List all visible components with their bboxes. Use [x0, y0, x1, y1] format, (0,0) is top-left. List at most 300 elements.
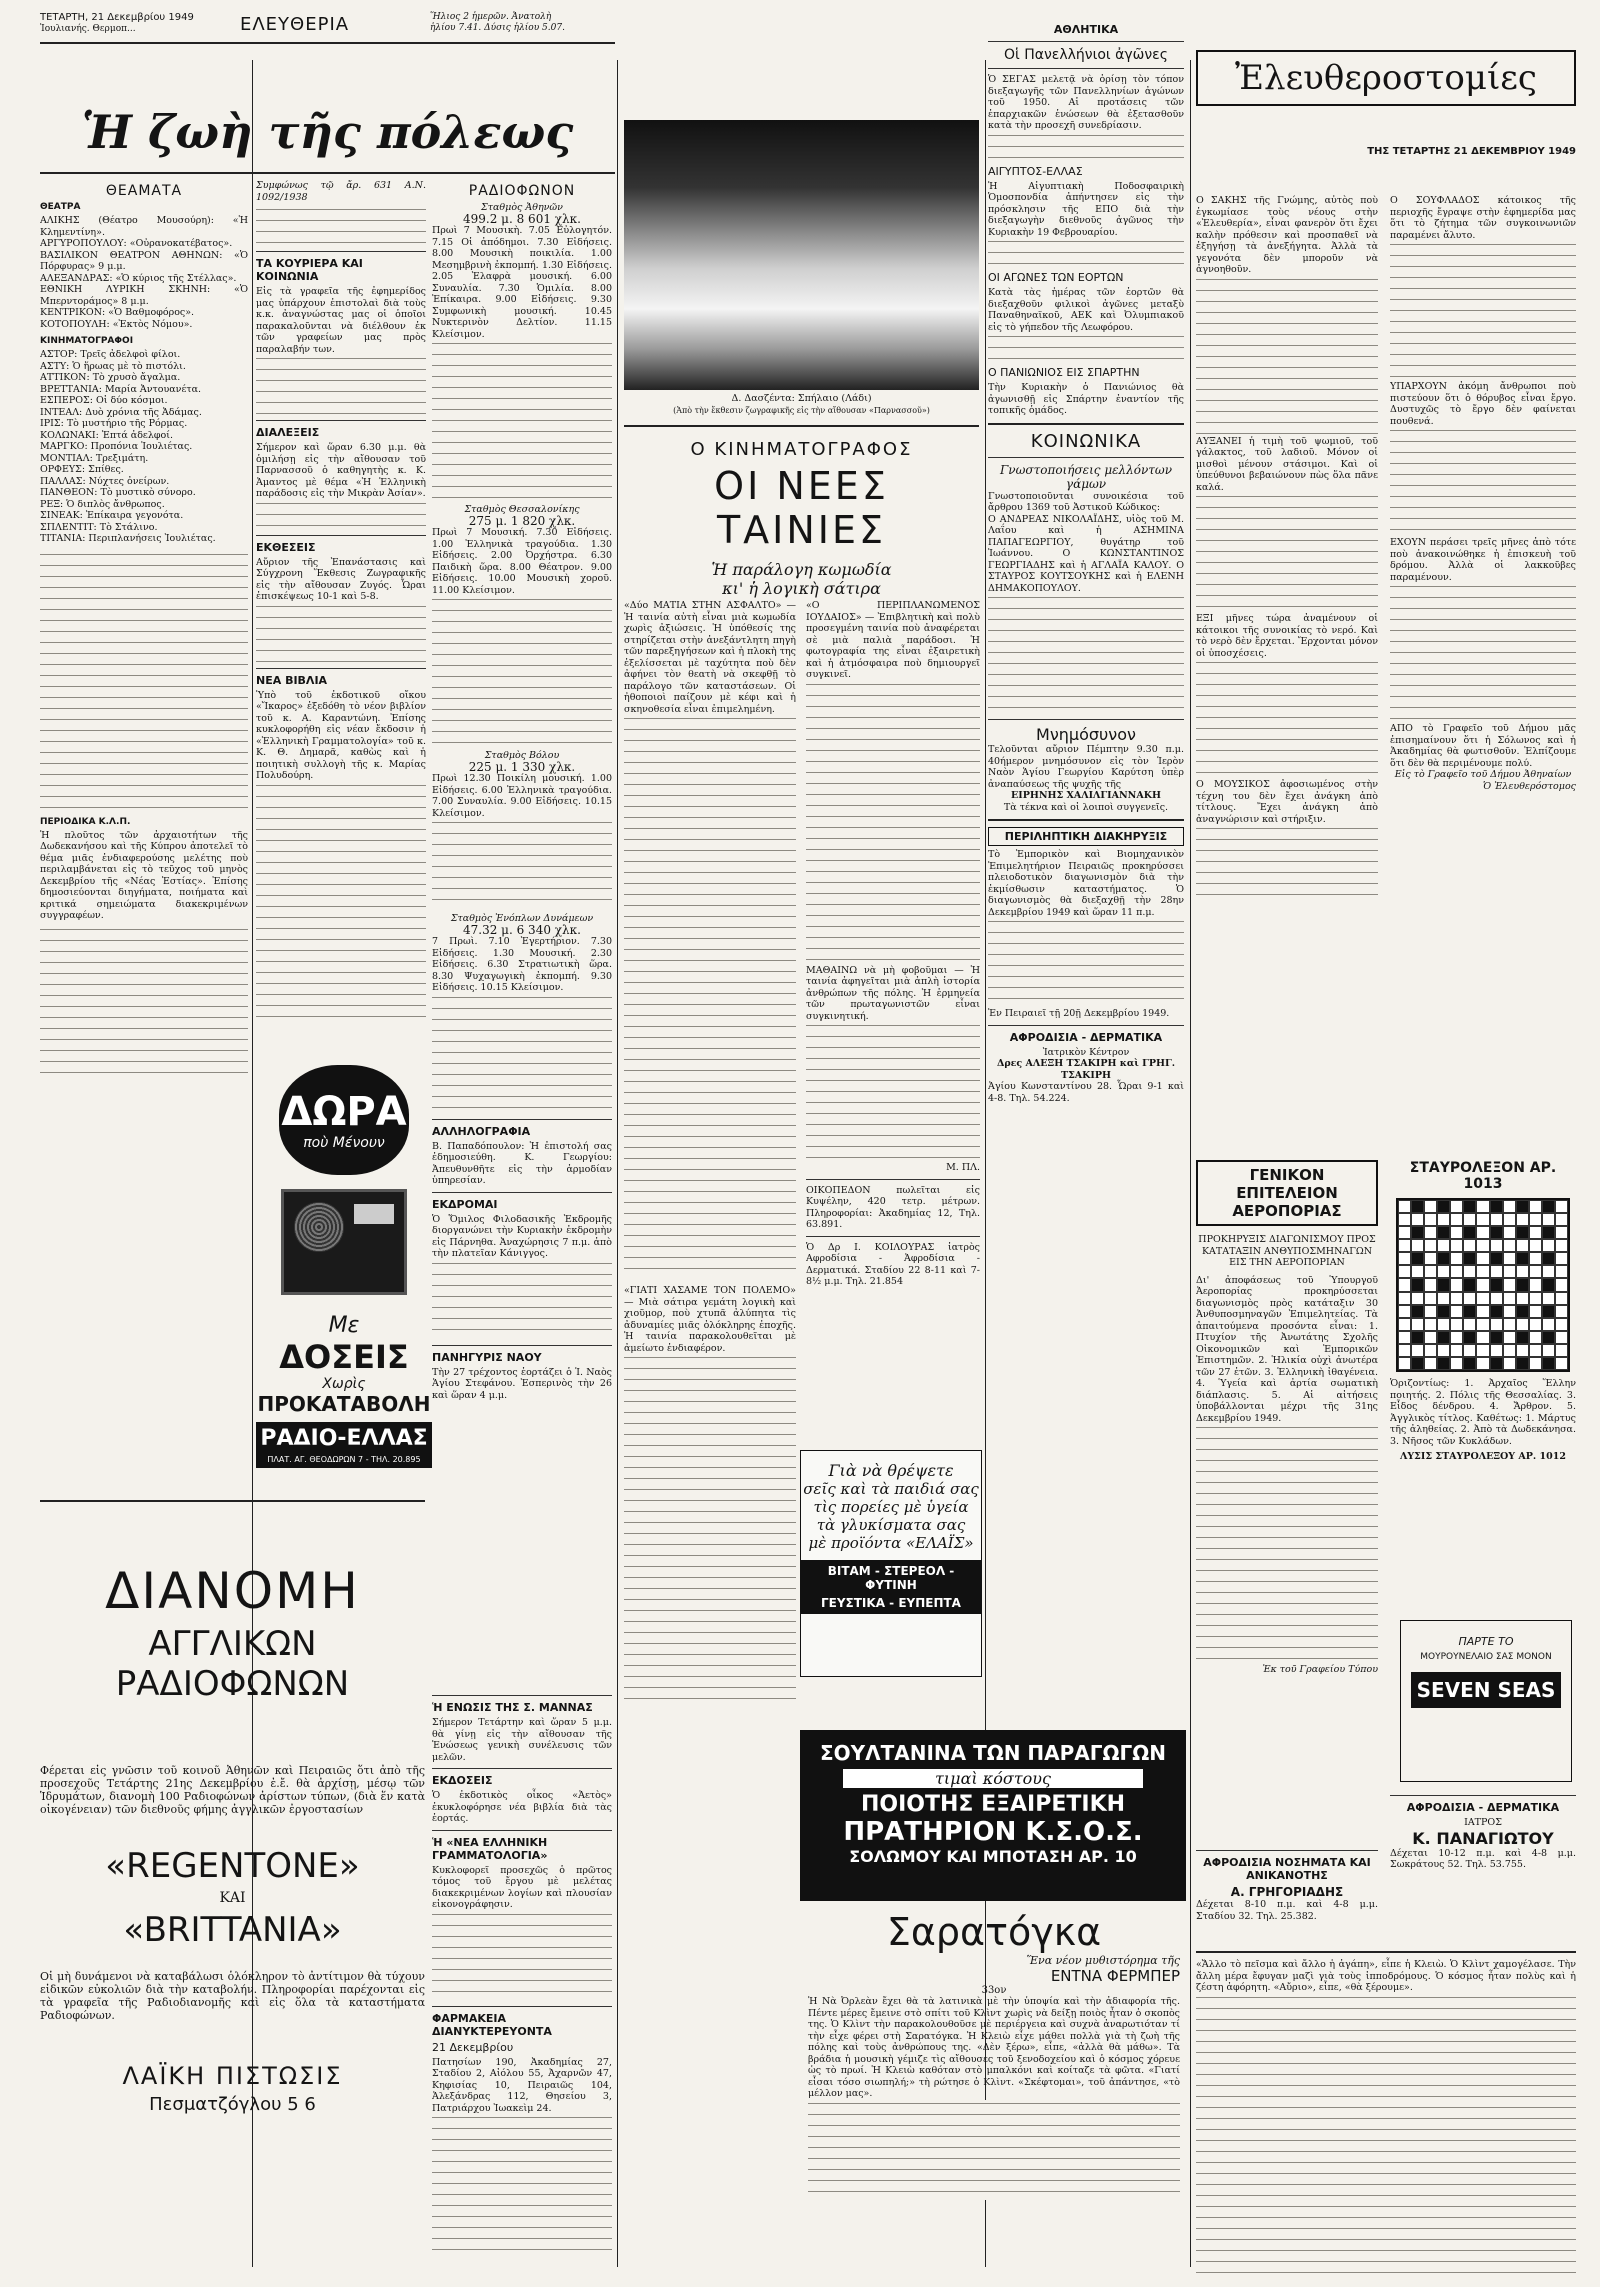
crossword-cell	[1529, 1265, 1542, 1278]
crossword-cell	[1555, 1213, 1568, 1226]
exhibitions-header: ΕΚΘΕΣΕΙΣ	[256, 540, 316, 554]
novel-text: «Ἄλλο τὸ πεῖσμα καὶ ἄλλο ἡ ἀγάπη», εἶπε ἡ Κλειὼ. Ὁ Κλὶντ χαμογέλασε. Τὴν ἄλλη μέρα ἔφυγαν μαζὶ γιὰ τοὺς ἱπποδρόμους. Ὁ κόσμος ἦταν πολὺς καὶ ἡ ζέστη ἀφόρητη. «Αὔριο», εἶπε, «θὰ ξέρουμε».	[1196, 1959, 1576, 1993]
dora-title: ΔΩΡΑ	[281, 1089, 407, 1135]
books-text: Ὑπὸ τοῦ ἐκδοτικοῦ οἴκου «Ἴκαρος» ἐξεδόθη τὸ νέον βιβλίον τοῦ κ. Α. Καραντώνη. Ἐπίσης κυκλοφορήθη εἰς νέαν ἔκδοσιν ἡ «Ἑλληνικὴ Γραμματολογία» τοῦ κ. Κ. Θ. Δημαρᾶ, καθὼς καὶ ἡ ποιητικὴ συλλογὴ τῆς κ. Μαρίας Πολυδούρη.	[256, 689, 426, 781]
mail-text: Β. Παπαδόπουλον: Ἡ ἐπιστολή σας ἐδημοσιεύθη. Κ. Γεωργίου: Ἀπευθυνθῆτε εἰς τὴν ἁρμοδίαν ὑπηρεσίαν.	[432, 1140, 612, 1186]
crossword-cell	[1555, 1318, 1568, 1331]
crossword-cell	[1516, 1213, 1529, 1226]
crossword-cell	[1398, 1344, 1411, 1357]
mail-header: ΤΑ ΚΟΥΡΙΕΡΑ ΚΑΙ ΚΟΙΝΩΝΙΑ	[256, 257, 363, 283]
station-freq: 499.2 μ. 8 601 χλκ.	[463, 211, 581, 226]
review-text: ΜΑΘΑΙΝΩ νὰ μὴ φοβοῦμαι — Ἡ ταινία ἀφηγεῖται μιὰ ἁπλὴ ἱστορία ἀνθρώπων τῆς πόλης. Ἡ ἑρμηνεία τῶν πρωταγωνιστῶν εἶναι συγκινητική.	[806, 964, 980, 1022]
theatre-item: ΑΡΓΥΡΟΠΟΥΛΟΥ: «Οὐρανοκατέβατος».	[40, 238, 233, 249]
dora-without: Χωρὶς	[322, 1376, 366, 1392]
lectures-header: ΔΙΑΛΕΞΕΙΣ	[256, 426, 320, 439]
crossword-cell	[1490, 1305, 1503, 1318]
dora-ad	[256, 1045, 432, 1485]
crossword-cell	[1516, 1200, 1529, 1213]
crossword-cell	[1542, 1318, 1555, 1331]
eleftherostomies-header	[1196, 50, 1576, 180]
crossword-cell	[1463, 1200, 1476, 1213]
mothers-header: Ἡ ΕΝΩΣΙΣ ΤΗΣ Σ. ΜΑΝΝΑΣ	[432, 1701, 593, 1714]
column-sports-social	[988, 20, 1184, 1720]
bottom-doctor-name: Α. ΓΡΗΓΟΡΙΑΔΗΣ	[1230, 1885, 1344, 1899]
aviation-title-2: ΑΕΡΟΠΟΡΙΑΣ	[1232, 1202, 1342, 1220]
crossword-cell	[1490, 1265, 1503, 1278]
cinema-title: ΟΙ ΝΕΕΣ ΤΑΙΝΙΕΣ	[714, 464, 889, 552]
column-paragraph: Ο ΣΟΥΦΛΑΔΟΣ κάτοικος τῆς περιοχῆς ἔγραψε στὴν ἐφημερίδα μας ὅτι τὸ ζήτημα τῶν συγκοινωνιῶν παραμένει ἄλυτο.	[1390, 195, 1576, 241]
crossword-cell	[1463, 1278, 1476, 1291]
crossword-cell	[1516, 1226, 1529, 1239]
station-freq: 225 μ. 1 330 χλκ.	[468, 759, 576, 774]
auction-header: ΠΕΡΙΛΗΠΤΙΚΗ ΔΙΑΚΗΡΥΞΙΣ	[988, 827, 1184, 846]
aviation-body: Δι' ἀποφάσεως τοῦ Ὑπουργοῦ Ἀεροπορίας προκηρύσσεται διαγωνισμὸς πρὸς κατάταξιν 30 Ἀνθυποσμηναγῶν Ἐπιμελητείας. Τὰ ἀπαιτούμενα προσόντα εἶναι: 1. Πτυχίον τῆς Ἀνωτάτης Σχολῆς Οἰκονομικῶν καὶ Ἐμπορικῶν Ἐπιστημῶν. 2. Ἡλικία οὐχὶ ἀνωτέρα τῶν 27 ἐτῶν. 3. Ἑλληνικὴ ἰθαγένεια. 4. Ὑγεία καὶ ἀρτία σωματικὴ διάπλασις. 5. Αἱ αἰτήσεις ὑποβάλλονται μέχρι τῆς 31ης Δεκεμβρίου 1949.	[1196, 1274, 1378, 1424]
crossword-cell	[1476, 1292, 1489, 1305]
column-paragraph: ΕΞΙ μῆνες τώρα ἀναμένουν οἱ κάτοικοι τῆς συνοικίας τὸ νερό. Καὶ τὸ νερὸ δὲν ἔρχεται. Ἔρχονται μόνον οἱ ὑποσχέσεις.	[1196, 613, 1378, 659]
review-signature: Μ. ΠΛ.	[946, 1162, 980, 1173]
station-name: Σταθμὸς Ἀθηνῶν	[481, 202, 563, 213]
crossword-cell	[1490, 1357, 1503, 1370]
novel-subtitle-1: Ἕνα νέον μυθιστόρημα τῆς	[1026, 1954, 1180, 1967]
crossword-solution: ΛΥΣΙΣ ΣΤΑΥΡΟΛΕΞΟΥ ΑΡ. 1012	[1400, 1451, 1566, 1462]
doctor2-text: Δέχεται 10-12 π.μ. καὶ 4-8 μ.μ. Σωκράτους 52. Τηλ. 53.755.	[1390, 1847, 1576, 1870]
crossword-cell	[1529, 1200, 1542, 1213]
column-paragraph: ΑΥΞΑΝΕΙ ἡ τιμὴ τοῦ ψωμιοῦ, τοῦ γάλακτος, τοῦ λαδιοῦ. Μόνον οἱ μισθοὶ μένουν στάσιμοι. Καὶ οἱ ὑπεύθυνοι βεβαιώνουν πὼς ὅλα πᾶνε καλά.	[1196, 435, 1378, 493]
crossword-cell	[1424, 1239, 1437, 1252]
crossword-cell	[1490, 1318, 1503, 1331]
elais-line: τὰ γλυκίσματα σας	[816, 1516, 966, 1534]
mothers-text: Σήμερον Τετάρτην καὶ ὥραν 5 μ.μ. θὰ γίνῃ εἰς τὴν αἴθουσαν τῆς Ἑνώσεως γενικὴ συνέλευσις τῶν μελῶν.	[432, 1717, 612, 1763]
crossword-cell	[1503, 1318, 1516, 1331]
crossword-cell	[1398, 1331, 1411, 1344]
mail-header: ΑΛΛΗΛΟΓΡΑΦΙΑ	[432, 1124, 531, 1138]
column-rule	[617, 60, 618, 2267]
crossword	[1390, 1160, 1576, 1610]
crossword-cell	[1437, 1226, 1450, 1239]
crossword-cell	[1424, 1305, 1437, 1318]
crossword-cell	[1476, 1239, 1489, 1252]
elais-brands: ΒΙΤΑΜ - ΣΤΕΡΕΟΛ - ΦΥΤΙΝΗ	[801, 1560, 981, 1596]
elais-line: μὲ προϊόντα «ΕΛΑΪΣ»	[808, 1534, 974, 1552]
cinema-item: ΜΑΡΓΚΟ: Προπόνια Ἰουλιέτας.	[40, 441, 193, 452]
station-program: 7 Πρωὶ. 7.10 Ἐγερτήριον. 7.30 Εἰδήσεις. 1.30 Μουσική. 2.30 Εἰδήσεις. 6.30 Στρατιωτικὴ ὥρα. 8.30 Ψυχαγωγικὴ ἐκπομπή. 9.30 Εἰδήσεις. 10.15 Κλείσιμον.	[432, 936, 612, 993]
crossword-cell	[1463, 1239, 1476, 1252]
crossword-cell	[1411, 1318, 1424, 1331]
crossword-cell	[1476, 1305, 1489, 1318]
crossword-cell	[1542, 1265, 1555, 1278]
sultanina-ad	[800, 1730, 1186, 1901]
crossword-cell	[1490, 1226, 1503, 1239]
crossword-title: ΣΤΑΥΡΟΛΕΞΟΝ ΑΡ. 1013	[1409, 1160, 1557, 1192]
section-title: Ἡ ζωὴ τῆς πόλεως	[81, 105, 574, 159]
crossword-cell	[1411, 1200, 1424, 1213]
crossword-cell	[1463, 1292, 1476, 1305]
cinema-item: ΠΑΛΛΑΣ: Νύχτες ὀνείρων.	[40, 475, 170, 487]
crossword-cell	[1476, 1331, 1489, 1344]
crossword-cell	[1542, 1252, 1555, 1265]
cinema-item: ΒΡΕΤΤΑΝΙΑ: Μαρία Ἀντουανέτα.	[40, 383, 202, 395]
crossword-cell	[1516, 1252, 1529, 1265]
column-paragraph: ΑΠΟ τὸ Γραφεῖο τοῦ Δήμου μᾶς ἐπισημαίνουν ὅτι ἡ Σόλωνος καὶ ἡ Ἀκαδημίας θὰ φωτισθοῦν. Ἐλπίζουμε ὅτι δὲν θὰ περιμένουμε πολύ.	[1390, 723, 1576, 769]
mail-text: Εἰς τὰ γραφεῖα τῆς ἐφημερίδος μας ὑπάρχουν ἐπιστολαὶ διὰ τοὺς κ.κ. ἀναγνώστας μας οἱ ὁποῖοι παρακαλοῦνται νὰ διέλθουν ἐκ τῶν γραφείων μας πρὸς παραλαβήν των.	[256, 286, 426, 355]
crossword-cell	[1450, 1278, 1463, 1291]
crossword-cell	[1437, 1239, 1450, 1252]
photo-caption-sub: (Ἀπὸ τὴν ἔκθεσιν ζωγραφικῆς εἰς τὴν αἴθουσαν «Παρνασσοῦ»)	[673, 405, 930, 415]
memorial-close: Τὰ τέκνα καὶ οἱ λοιποὶ συγγενεῖς.	[1003, 801, 1169, 813]
excursions-header: ΕΚΔΡΟΜΑΙ	[432, 1197, 498, 1211]
radio-ellas: ΡΑΔΙΟ-ΕΛΛΑΣ	[256, 1422, 432, 1455]
auction-sign: Ἐν Πειραιεῖ τῇ 20ῇ Δεκεμβρίου 1949.	[988, 1008, 1170, 1019]
elais-tagline: ΓΕΥΣΤΙΚΑ - ΕΥΠΕΠΤΑ	[801, 1596, 981, 1614]
crossword-cell	[1555, 1305, 1568, 1318]
crossword-cell	[1437, 1200, 1450, 1213]
crossword-cell	[1450, 1226, 1463, 1239]
crossword-cell	[1437, 1357, 1450, 1370]
crossword-cell	[1529, 1239, 1542, 1252]
crossword-cell	[1437, 1292, 1450, 1305]
eleftherostomies-col-2	[1390, 195, 1576, 1155]
theatre-header: ΘΕΑΜΑΤΑ	[105, 183, 183, 199]
crossword-cell	[1555, 1252, 1568, 1265]
sultanina-quality: ΠΟΙΟΤΗΣ ΕΞΑΙΡΕΤΙΚΗ	[860, 1792, 1126, 1817]
cinema-item: ΚΟΛΩΝΑΚΙ: Ἑπτά ἀδελφοί.	[40, 429, 173, 441]
crossword-cell	[1398, 1252, 1411, 1265]
date-line: ΤΕΤΑΡΤΗ, 21 Δεκεμβρίου 1949	[40, 12, 194, 23]
excursions-text: Ὁ Ὅμιλος Φιλοδασικῆς Ἐκδρομῆς διοργανώνει τὴν Κυριακὴν ἐκδρομὴν εἰς Πάρνηθα. Ἀναχώρησις 7 π.μ. ἀπὸ τὴν πλατεῖαν Κάνιγγος.	[432, 1213, 612, 1259]
crossword-cell	[1424, 1292, 1437, 1305]
crossword-cell	[1437, 1305, 1450, 1318]
crossword-cell	[1398, 1239, 1411, 1252]
crossword-cell	[1450, 1239, 1463, 1252]
crossword-cell	[1424, 1344, 1437, 1357]
memorial-header: Μνημόσυνον	[1036, 725, 1136, 744]
doctor-ad: Ὁ Δρ Ι. ΚΟΙΛΟΥΡΑΣ ἰατρὸς Αφροδίσια - Ἀφροδίσια - Δερματικά. Σταδίου 22 8-11 καὶ 7-8½ μ.μ. Τηλ. 21.854	[806, 1241, 980, 1287]
crossword-cell	[1411, 1357, 1424, 1370]
crossword-cell	[1476, 1278, 1489, 1291]
crossword-cell	[1424, 1200, 1437, 1213]
crossword-cell	[1411, 1265, 1424, 1278]
cinema-item: ΑΣΤΥ: Ὁ ἥρωας μὲ τὸ πιστόλι.	[40, 360, 186, 372]
crossword-cell	[1424, 1265, 1437, 1278]
cinema-item: ΙΡΙΣ: Τὸ μυστήριο τῆς Ρόρμας.	[40, 418, 188, 429]
crossword-cell	[1424, 1357, 1437, 1370]
crossword-cell	[1424, 1331, 1437, 1344]
theatre-sub: ΘΕΑΤΡΑ	[40, 202, 81, 212]
brands-text: Οἱ μὴ δυνάμενοι νὰ καταβάλωσι ὁλόκληρον τὸ ἀντίτιμον θὰ τύχουν εἰδικῶν εὐκολιῶν διὰ τὴν καταβολήν. Πληροφορίαι παρέχονται εἰς τὰ γραφεῖα τῆς Ραδιοδιανομῆς καὶ εἰς ὅλα τὰ καταστήματα Ραδιοφώνων.	[40, 1970, 425, 2022]
crossword-clues: Ὁριζοντίως: 1. Ἀρχαῖος Ἕλλην ποιητής. 2. Πόλις τῆς Θεσσαλίας. 3. Εἶδος δένδρου. 4. Ἄρθρον. 5. Ἀγγλικὸς τίτλος. Καθέτως: 1. Μάρτυς τῆς ἀληθείας. 2. Ἀπὸ τὰ Δωδεκάνησα. 3. Νῆσος τῶν Κυκλάδων.	[1390, 1378, 1576, 1447]
crossword-cell	[1476, 1226, 1489, 1239]
novel-episode: 33ον	[981, 1985, 1007, 1996]
crossword-cell	[1450, 1331, 1463, 1344]
feasts-text: Τὴν 27 τρέχοντος ἑορτάζει ὁ Ἱ. Ναὸς Ἁγίου Στεφάνου. Ἐσπερινὸς τὴν 26 καὶ ὥραν 4 μ.μ.	[432, 1366, 612, 1401]
novel-continuation	[1196, 1945, 1576, 2275]
crossword-cell	[1411, 1305, 1424, 1318]
crossword-cell	[1542, 1239, 1555, 1252]
doctor-names: Δρες ΑΛΕΞΗ ΤΣΑΚΙΡΗ καὶ ΓΡΗΓ. ΤΣΑΚΙΡΗ	[996, 1058, 1176, 1081]
crossword-cell	[1542, 1213, 1555, 1226]
sultanina-address: ΣΟΛΩΜΟΥ ΚΑΙ ΜΠΟΤΑΣΗ ΑΡ. 10	[849, 1847, 1137, 1866]
cinema-subtitle-2: κι' ἡ λογικὴ σάτιρα	[722, 579, 881, 598]
dora-installments: ΔΟΣΕΙΣ	[279, 1338, 409, 1376]
crossword-cell	[1529, 1226, 1542, 1239]
sun-line-1: Ἥλιος 2 ἡμερῶν. Ἀνατολὴ	[430, 12, 552, 22]
memorial-text: Τελοῦνται αὔριον Πέμπτην 9.30 π.μ. 40ήμερον μνημόσυνον εἰς τὸν Ἱερὸν Ναὸν Ἁγίου Γεωργίου Καρύτση ὑπὲρ ἀναπαύσεως τῆς ψυχῆς τῆς	[988, 744, 1184, 790]
seven-seas-line: ΠΑΡΤΕ ΤΟ	[1458, 1635, 1514, 1648]
brand-and: ΚΑΙ	[219, 1890, 246, 1906]
editions-header: ΕΚΔΟΣΕΙΣ	[432, 1774, 493, 1787]
crossword-cell	[1542, 1200, 1555, 1213]
crossword-cell	[1398, 1226, 1411, 1239]
cinema-item: ΙΝΤΕΑΛ: Δυὸ χρόνια τῆς Ἀδάμας.	[40, 406, 202, 418]
crossword-cell	[1516, 1265, 1529, 1278]
theatre-item: ΒΑΣΙΛΙΚΟΝ ΘΕΑΤΡΟΝ ΑΘΗΝΩΝ: «Ὁ Πόρφυρας» 9 μ.μ.	[40, 249, 248, 272]
crossword-cell	[1503, 1278, 1516, 1291]
sports-title: Οἱ Πανελλήνιοι ἀγῶνες	[1004, 47, 1168, 63]
crossword-cell	[1555, 1292, 1568, 1305]
crossword-cell	[1503, 1252, 1516, 1265]
novel-title: Σαρατόγκα	[886, 1910, 1102, 1954]
bank-name: ΛΑΪΚΗ ΠΙΣΤΩΣΙΣ	[122, 2062, 343, 2090]
periodika-text: Ἡ πλοῦτος τῶν ἀρχαιοτήτων τῆς Δωδεκανήσου καὶ τῆς Κύπρου ἀποτελεῖ τὸ θέμα μιᾶς ἐνδιαφερούσης μελέτης ποὺ περιλαμβάνεται εἰς τὸ τεῦχος τοῦ μηνὸς Δεκεμβρίου τῆς «Νέας Ἑστίας». Ἐπίσης δημοσιεύονται διηγήματα, ποιήματα καὶ κριτικά σημειώματα διακεκριμένων συγγραφέων.	[40, 829, 248, 921]
crossword-cell	[1490, 1292, 1503, 1305]
masthead	[40, 12, 615, 52]
eleftherostomies-date: ΤΗΣ ΤΕΤΑΡΤΗΣ 21 ΔΕΚΕΜΒΡΙΟΥ 1949	[1367, 146, 1576, 157]
station-name: Σταθμὸς Βόλου	[484, 750, 560, 761]
sports-header: ΑΘΛΗΤΙΚΑ	[1053, 23, 1119, 36]
theatre-item: ΑΛΕΞΑΝΔΡΑΣ: «Ὁ κύριος τῆς Στέλλας».	[40, 272, 237, 284]
signature-2: Ὁ Ἐλευθερόστομος	[1483, 780, 1576, 792]
crossword-cell	[1490, 1331, 1503, 1344]
crossword-cell	[1555, 1200, 1568, 1213]
signature-1: Εἰς τὸ Γραφεῖο τοῦ Δήμου Ἀθηναίων	[1394, 769, 1572, 780]
crossword-cell	[1516, 1239, 1529, 1252]
column-paragraph: ΥΠΑΡΧΟΥΝ ἀκόμη ἄνθρωποι ποὺ πιστεύουν ὅτι ὁ θόρυβος εἶναι ἔργο. Δυστυχῶς τὸ ἔργο δὲν φαίνεται πουθενά.	[1390, 381, 1576, 427]
elais-line: Γιὰ νὰ θρέψετε	[828, 1461, 954, 1480]
crossword-cell	[1437, 1331, 1450, 1344]
crossword-cell	[1503, 1344, 1516, 1357]
crossword-cell	[1476, 1344, 1489, 1357]
review-col-1	[624, 600, 796, 1280]
crossword-cell	[1476, 1252, 1489, 1265]
crossword-cell	[1411, 1292, 1424, 1305]
crossword-cell	[1463, 1213, 1476, 1226]
cinema-item: ΠΑΝΘΕΟΝ: Τὸ μυστικὸ σύνορο.	[40, 487, 196, 498]
crossword-cell	[1424, 1252, 1437, 1265]
doctor2-name: Κ. ΠΑΝΑΓΙΩΤΟΥ	[1412, 1828, 1554, 1848]
crossword-cell	[1529, 1213, 1542, 1226]
crossword-cell	[1516, 1357, 1529, 1370]
cinema-review-header	[624, 425, 979, 600]
crossword-cell	[1555, 1239, 1568, 1252]
crossword-cell	[1411, 1278, 1424, 1291]
crossword-cell	[1542, 1305, 1555, 1318]
crossword-cell	[1516, 1278, 1529, 1291]
crossword-cell	[1542, 1344, 1555, 1357]
novel-section	[808, 1910, 1180, 2280]
crossword-cell	[1424, 1318, 1437, 1331]
text-filler	[40, 551, 248, 811]
crossword-cell	[1398, 1357, 1411, 1370]
editions-text: Ὁ ἐκδοτικὸς οἶκος «Ἀετὸς» ἐκυκλοφόρησε νέα βιβλία διὰ τὰς ἑορτάς.	[432, 1790, 612, 1824]
dora-with: Με	[328, 1313, 360, 1338]
crossword-cell	[1463, 1252, 1476, 1265]
crossword-cell	[1450, 1265, 1463, 1278]
elais-line: σεῖς καὶ τὰ παιδιά σας	[803, 1480, 979, 1498]
memorial-name: ΕΙΡΗΝΗΣ ΧΑΛΙΛΓΙΑΝΝΑΚΗ	[1011, 790, 1161, 801]
crossword-cell	[1529, 1278, 1542, 1291]
column-paragraph: Ο ΣΑΚΗΣ τῆς Γνώμης, αὐτὸς ποὺ ἐγκωμίασε τοὺς νέους στὴν «Ἐλευθερία», εἶναι φανερὸν ὅτι ἔχει καλὴν πρόθεσιν καὶ προσπαθεῖ νὰ ἐξηγήσῃ τὰ ἀνεξήγητα. Ἀλλὰ τὰ γεγονότα δὲν μποροῦν νὰ ἀγνοηθοῦν.	[1196, 195, 1378, 275]
crossword-cell	[1398, 1305, 1411, 1318]
radio-header: ΡΑΔΙΟΦΩΝΟΝ	[468, 183, 576, 199]
aviation-sign: Ἐκ τοῦ Γραφείου Τύπου	[1262, 1664, 1378, 1675]
crossword-cell	[1424, 1226, 1437, 1239]
aviation-notice	[1196, 1160, 1378, 1840]
crossword-cell	[1503, 1305, 1516, 1318]
cinema-item: ΕΣΠΕΡΟΣ: Οἱ δύο κόσμοι.	[40, 395, 168, 406]
crossword-cell	[1476, 1357, 1489, 1370]
crossword-cell	[1476, 1213, 1489, 1226]
crossword-cell	[1490, 1213, 1503, 1226]
sports-sub: ΑΙΓΥΠΤΟΣ-ΕΛΛΑΣ	[988, 164, 1083, 178]
crossword-cell	[1503, 1265, 1516, 1278]
crossword-cell	[1529, 1292, 1542, 1305]
cinema-item: ΤΙΤΑΝΙΑ: Περιπλανήσεις Ἰουλιέτας.	[40, 533, 216, 544]
pharmacies-date: 21 Δεκεμβρίου	[432, 2040, 514, 2054]
column-notices	[256, 180, 426, 1040]
crossword-cell	[1503, 1292, 1516, 1305]
crossword-cell	[1542, 1226, 1555, 1239]
theatre-item: ΚΕΝΤΡΙΚΟΝ: «Ὁ Βαθμοφόρος».	[40, 307, 195, 318]
review-col-2	[806, 600, 980, 1500]
sports-sub: ΟΙ ΑΓΩΝΕΣ ΤΩΝ ΕΟΡΤΩΝ	[988, 271, 1124, 284]
crossword-cell	[1437, 1252, 1450, 1265]
crossword-cell	[1411, 1252, 1424, 1265]
cinema-kicker: Ο ΚΙΝΗΜΑΤΟΓΡΑΦΟΣ	[690, 439, 913, 460]
feasts-header: ΠΑΝΗΓΥΡΙΣ ΝΑΟΥ	[432, 1350, 542, 1364]
sports-text: Ἡ Αἰγυπτιακὴ Ποδοσφαιρικὴ Ὁμοσπονδία ἀπήντησεν εἰς τὴν πρόσκλησιν τῆς ΕΠΟ διὰ τὴν διεξαγωγὴν διεθνοῦς ἀγῶνος τὴν Κυριακὴν 19 Φεβρουαρίου.	[988, 180, 1184, 238]
engagements-header: Γνωστοποιήσεις μελλόντων γάμων	[999, 462, 1173, 491]
cinema-item: ΣΠΛΕΝΤΙΤ: Τὸ Στάλινο.	[40, 521, 158, 533]
crossword-cell	[1398, 1200, 1411, 1213]
crossword-cell	[1463, 1265, 1476, 1278]
seven-seas-line: ΜΟΥΡΟΥΝΕΛΑΙΟ ΣΑΣ ΜΟΝΟΝ	[1420, 1652, 1552, 1662]
elais-line: τὶς πορείες μὲ ὑγεία	[813, 1498, 969, 1516]
crossword-cell	[1555, 1331, 1568, 1344]
crossword-cell	[1542, 1331, 1555, 1344]
auction-text: Τὸ Ἐμπορικὸν καὶ Βιομηχανικὸν Ἐπιμελητήριον Πειραιῶς προκηρύσσει πλειοδοτικὸν διαγωνισμὸν διὰ τὴν ἐκμίσθωσιν καταστήματος. Ὁ διαγωνισμὸς θὰ διεξαχθῇ τὴν 28ην Δεκεμβρίου 1949 καὶ ὥραν 11 π.μ.	[988, 849, 1184, 918]
crossword-cell	[1503, 1200, 1516, 1213]
novel-author: ΕΝΤΝΑ ΦΕΡΜΠΕΡ	[1050, 1967, 1180, 1985]
crossword-cell	[1398, 1213, 1411, 1226]
crossword-cell	[1503, 1239, 1516, 1252]
crossword-cell	[1503, 1357, 1516, 1370]
crossword-cell	[1424, 1278, 1437, 1291]
crossword-cell	[1503, 1331, 1516, 1344]
crossword-cell	[1516, 1292, 1529, 1305]
crossword-cell	[1490, 1252, 1503, 1265]
doctor2-header: ΑΦΡΟΔΙΣΙΑ - ΔΕΡΜΑΤΙΚΑ	[1406, 1801, 1560, 1814]
dora-downpayment: ΠΡΟΚΑΤΑΒΟΛΗ	[257, 1392, 431, 1416]
crossword-cell	[1542, 1278, 1555, 1291]
crossword-cell	[1476, 1318, 1489, 1331]
distribution-title: ΔΙΑΝΟΜΗ	[105, 1562, 360, 1620]
crossword-cell	[1490, 1200, 1503, 1213]
crossword-cell	[1555, 1278, 1568, 1291]
crossword-cell	[1503, 1226, 1516, 1239]
crossword-cell	[1516, 1331, 1529, 1344]
books-header: ΝΕΑ ΒΙΒΛΙΑ	[256, 673, 328, 687]
eleftherostomies-col-1	[1196, 195, 1378, 1155]
review-text: «Ο ΠΕΡΙΠΛΑΝΩΜΕΝΟΣ ΙΟΥΔΑΙΟΣ» — Ἐπιβλητικὴ καὶ πολὺ προσεγμένη ταινία ποὺ ἀναφέρεται σὲ μιὰ παλιὰ παράδοσι. Ἡ φωτογραφία της εἶναι ἐξαιρετικὴ καὶ ἡ ἀτμόσφαιρα ποὺ δημιουργεῖ συγκινεῖ.	[806, 600, 980, 680]
periodika-header: ΠΕΡΙΟΔΙΚΑ Κ.Λ.Π.	[40, 816, 131, 827]
engagements-intro: Γνωστοποιοῦνται συνοικέσια τοῦ ἄρθρου 1369 τοῦ Ἀστικοῦ Κώδικος:	[988, 490, 1184, 513]
aviation-title-1: ΓΕΝΙΚΟΝ ΕΠΙΤΕΛΕΙΟΝ	[1236, 1166, 1338, 1202]
doctor-sub: Ἰατρικὸν Κέντρον	[1042, 1046, 1130, 1058]
crossword-cell	[1463, 1318, 1476, 1331]
sultanina-shop: ΠΡΑΤΗΡΙΟΝ Κ.Σ.Ο.Σ.	[843, 1817, 1143, 1847]
crossword-cell	[1516, 1318, 1529, 1331]
column-rule	[1190, 60, 1191, 2267]
crossword-cell	[1490, 1239, 1503, 1252]
crossword-cell	[1411, 1213, 1424, 1226]
crossword-cell	[1490, 1278, 1503, 1291]
crossword-cell	[1398, 1292, 1411, 1305]
pharmacies-header: ΦΑΡΜΑΚΕΙΑ ΔΙΑΝΥΚΤΕΡΕΥΟΝΤΑ	[432, 2011, 552, 2038]
sports-text: Ὁ ΣΕΓΑΣ μελετᾷ νὰ ὁρίσῃ τὸν τόπον διεξαγωγῆς τῶν Πανελληνίων ἀγώνων τοῦ 1950. Αἱ προτάσεις τῶν ἐπαρχιακῶν ἑνώσεων θὰ ἐξετασθοῦν κατὰ τὴν προσεχῆ συνεδρίασιν.	[988, 74, 1184, 131]
crossword-cell	[1463, 1305, 1476, 1318]
crossword-cell	[1411, 1344, 1424, 1357]
grammar-text: Κυκλοφορεῖ προσεχῶς ὁ πρῶτος τόμος τοῦ ἔργου μὲ μελέτας διακεκριμένων λογίων καὶ πλουσίαν εἰκονογράφησιν.	[432, 1864, 612, 1910]
crossword-cell	[1490, 1344, 1503, 1357]
station-program: Πρωὶ 12.30 Ποικίλη μουσική. 1.00 Εἰδήσεις. 6.00 Ἑλληνικὰ τραγούδια. 7.00 Συναυλία. 9.00 Εἰδήσεις. 10.15 Κλείσιμον.	[432, 773, 612, 819]
column-theatre	[40, 180, 248, 1080]
exhibitions-text: Αὔριον τῆς Ἐπανάστασις καὶ Σύγχρονη Ἕκθεσις Ζωγραφικῆς εἰς τὴν αἴθουσαν Ζυγός. Ὧραι ἐπισκέψεως 10-1 καὶ 5-8.	[256, 556, 426, 602]
crossword-cell	[1529, 1252, 1542, 1265]
month-line: Ἰουλιανής. Θερμοπ...	[40, 24, 136, 34]
radio-ellas-address: ΠΛΑΤ. ΑΓ. ΘΕΟΔΩΡΩΝ 7 - ΤΗΛ. 20.895	[256, 1455, 432, 1468]
station-name: Σταθμὸς Ἐνόπλων Δυνάμεων	[450, 913, 594, 924]
cinema-header: ΚΙΝΗΜΑΤΟΓΡΑΦΟΙ	[40, 336, 134, 346]
cinema-item: ΡΕΞ: Ὁ διπλὸς ἄνθρωπος.	[40, 498, 165, 510]
distribution-ad	[40, 1500, 425, 2270]
eleftherostomies-title: Ἐλευθεροστομίες	[1196, 50, 1576, 106]
crossword-cell	[1542, 1357, 1555, 1370]
crossword-cell	[1450, 1357, 1463, 1370]
elais-ad	[800, 1450, 982, 1677]
grammar-header: Ἡ «ΝΕΑ ΕΛΛΗΝΙΚΗ ΓΡΑΜΜΑΤΟΛΟΓΙΑ»	[432, 1835, 548, 1862]
cinema-item: ΑΣΤΟΡ: Τρεῖς ἀδελφοὶ φίλοι.	[40, 349, 181, 360]
pharmacies-text: Πατησίων 190, Ἀκαδημίας 27, Σταδίου 2, Αἰόλου 55, Ἀχαρνῶν 47, Κηφισίας 10, Πειραιῶς 104, Ἀλεξάνδρας 112, Θησείου 3, Πατριάρχου Ἰωακεὶμ 24.	[432, 2056, 612, 2114]
column-paragraph: Ο ΜΟΥΣΙΚΟΣ ἀφοσιωμένος στὴν τέχνη του δὲν ἔχει ἀνάγκη ἀπὸ τίτλους. Ἔχει ἀνάγκη ἀπὸ ἀναγνώρισιν καὶ στήριξιν.	[1196, 779, 1378, 825]
brand-brittania: «BRITTANIA»	[123, 1910, 342, 1950]
crossword-cell	[1437, 1344, 1450, 1357]
station-program: Πρωὶ 7 Μουσικὴ. 7.05 Εὐλογητόν. 7.15 Οἱ ἀπόδημοι. 7.30 Εἰδήσεις. 8.00 Μουσικὴ ποικιλία. 1.00 Μεσημβρινὴ ἐκπομπή. 1.30 Εἰδήσεις. 2.05 Ἐλαφρὰ μουσική. 6.00 Συναυλία. 7.30 Ὁμιλία. 8.00 Ἐπίκαιρα. 9.00 Εἰδήσεις. 9.30 Συμφωνικὴ μουσική. 10.45 Νυκτερινὸν Δελτίον. 11.15 Κλείσιμον.	[432, 225, 612, 340]
review-text: «Δύο ΜΑΤΙΑ ΣΤΗΝ ΑΣΦΑΛΤΟ» — Ἡ ταινία αὐτὴ εἶναι μιὰ κωμωδία χωρὶς ἀξιώσεις. Ἡ ὑπόθεσίς της στηρίζεται στὴν ἀνεξάντλητη πηγὴ τῶν παρεξηγήσεων καὶ ἡ πλοκὴ της ἐξελίσσεται μὲ ταχύτητα ποὺ δὲν ἀφήνει τὸν θεατὴ νὰ σκεφθῇ τὸ παράλογο τῶν καταστάσεων. Οἱ ἠθοποιοὶ παίζουν μὲ κέφι καὶ ἡ σκηνοθεσία εἶναι ἐπιμελημένη.	[624, 600, 796, 715]
review-text: «ΓΙΑΤΙ ΧΑΣΑΜΕ ΤΟΝ ΠΟΛΕΜΟ» — Μιὰ σάτιρα γεμάτη λογικὴ καὶ χιοῦμορ, ποὺ χτυπᾶ ἀλύπητα τὶς ἀδυναμίες μιᾶς ὁλόκληρης ἐποχῆς. Ἡ ταινία παρακολουθεῖται μὲ ἀμείωτο ἐνδιαφέρον.	[624, 1285, 796, 1354]
crossword-cell	[1529, 1305, 1542, 1318]
sultanina-price: τιμαὶ κόστους	[843, 1769, 1143, 1788]
crossword-cell	[1450, 1200, 1463, 1213]
station-name: Σταθμὸς Θεσσαλονίκης	[464, 504, 580, 515]
crossword-cell	[1476, 1200, 1489, 1213]
sports-text: Κατὰ τὰς ἡμέρας τῶν ἑορτῶν θὰ διεξαχθοῦν φιλικοὶ ἀγῶνες μεταξὺ Παναθηναϊκοῦ, ΑΕΚ καὶ Ὀλυμπιακοῦ εἰς τὸ γήπεδον τῆς Λεωφόρου.	[988, 287, 1184, 333]
sun-line-2: ἡλίου 7.41. Δύσις ἡλίου 5.07.	[430, 23, 565, 33]
aviation-sub: ΠΡΟΚΗΡΥΞΙΣ ΔΙΑΓΩΝΙΣΜΟΥ ΠΡΟΣ ΚΑΤΑΤΑΞΙΝ ΑΝΘΥΠΟΣΜΗΝΑΓΩΝ ΕΙΣ ΤΗΝ ΑΕΡΟΠΟΡΙΑΝ	[1198, 1234, 1376, 1268]
photo	[624, 120, 979, 420]
theatre-item: ΑΛΙΚΗΣ (Θέατρο Μουσούρη): «Ἡ Κλημεντίνη».	[40, 215, 248, 238]
doctor2-ad	[1390, 1790, 1576, 1900]
crossword-cell	[1411, 1239, 1424, 1252]
